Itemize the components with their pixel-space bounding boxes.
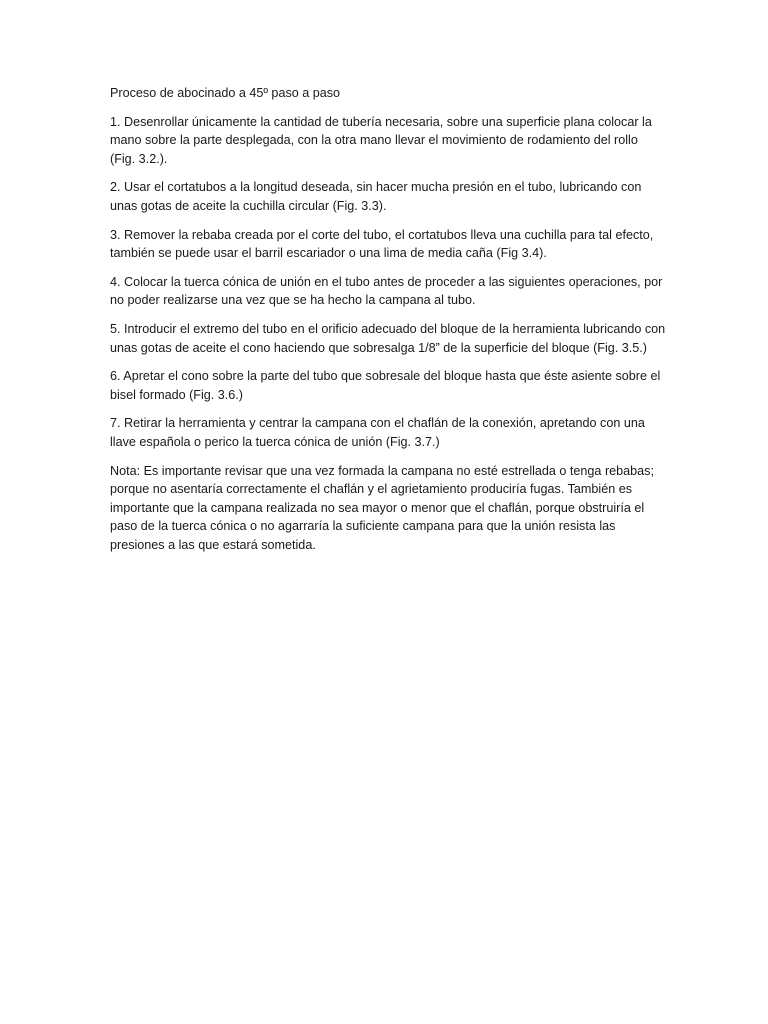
step-3: 3. Remover la rebaba creada por el corte del tubo, el cortatubos lleva una cuchilla para tal efecto, también se puede usar el barril escariador o una lima de media caña (Fig 3.4). bbox=[110, 227, 654, 261]
step-5: 5. Introducir el extremo del tubo en el orificio adecuado del bloque de la herramienta lubricando con unas gotas de aceite el cono haciendo que sobresalga 1/8” de la superficie del bloque (Fig. 3.5.) bbox=[110, 321, 666, 355]
step-1: 1. Desenrollar únicamente la cantidad de tubería necesaria, sobre una superficie plana colocar la mano sobre la parte desplegada, con la otra mano llevar el movimiento de rodamiento del rollo (Fig. 3.2.). bbox=[110, 114, 652, 166]
note-paragraph: Nota: Es importante revisar que una vez formada la campana no esté estrellada o tenga rebabas; porque no asentaría correctamente el chaflán y el agrietamiento produciría fugas. También es importante que la campana realizada no sea mayor o menor que el chaflán, porque obstruiría el paso de la tuerca cónica o no agarraría la suficiente campana para que la unión resista las presiones a las que estará sometida. bbox=[110, 463, 654, 552]
document-title: Proceso de abocinado a 45º paso a paso bbox=[110, 86, 341, 100]
step-6: 6. Apretar el cono sobre la parte del tubo que sobresale del bloque hasta que éste asiente sobre el bisel formado (Fig. 3.6.) bbox=[110, 369, 661, 402]
step-4: 4. Colocar la tuerca cónica de unión en el tubo antes de proceder a las siguientes operaciones, por no poder realizarse una vez que se ha hecho la campana al tubo. bbox=[110, 274, 663, 308]
document-body bbox=[110, 84, 666, 554]
step-7: 7. Retirar la herramienta y centrar la campana con el chaflán de la conexión, apretando con una llave española o perico la tuerca cónica de unión (Fig. 3.7.) bbox=[110, 416, 645, 449]
step-2: 2. Usar el cortatubos a la longitud deseada, sin hacer mucha presión en el tubo, lubricando con unas gotas de aceite la cuchilla circular (Fig. 3.3). bbox=[110, 180, 642, 213]
